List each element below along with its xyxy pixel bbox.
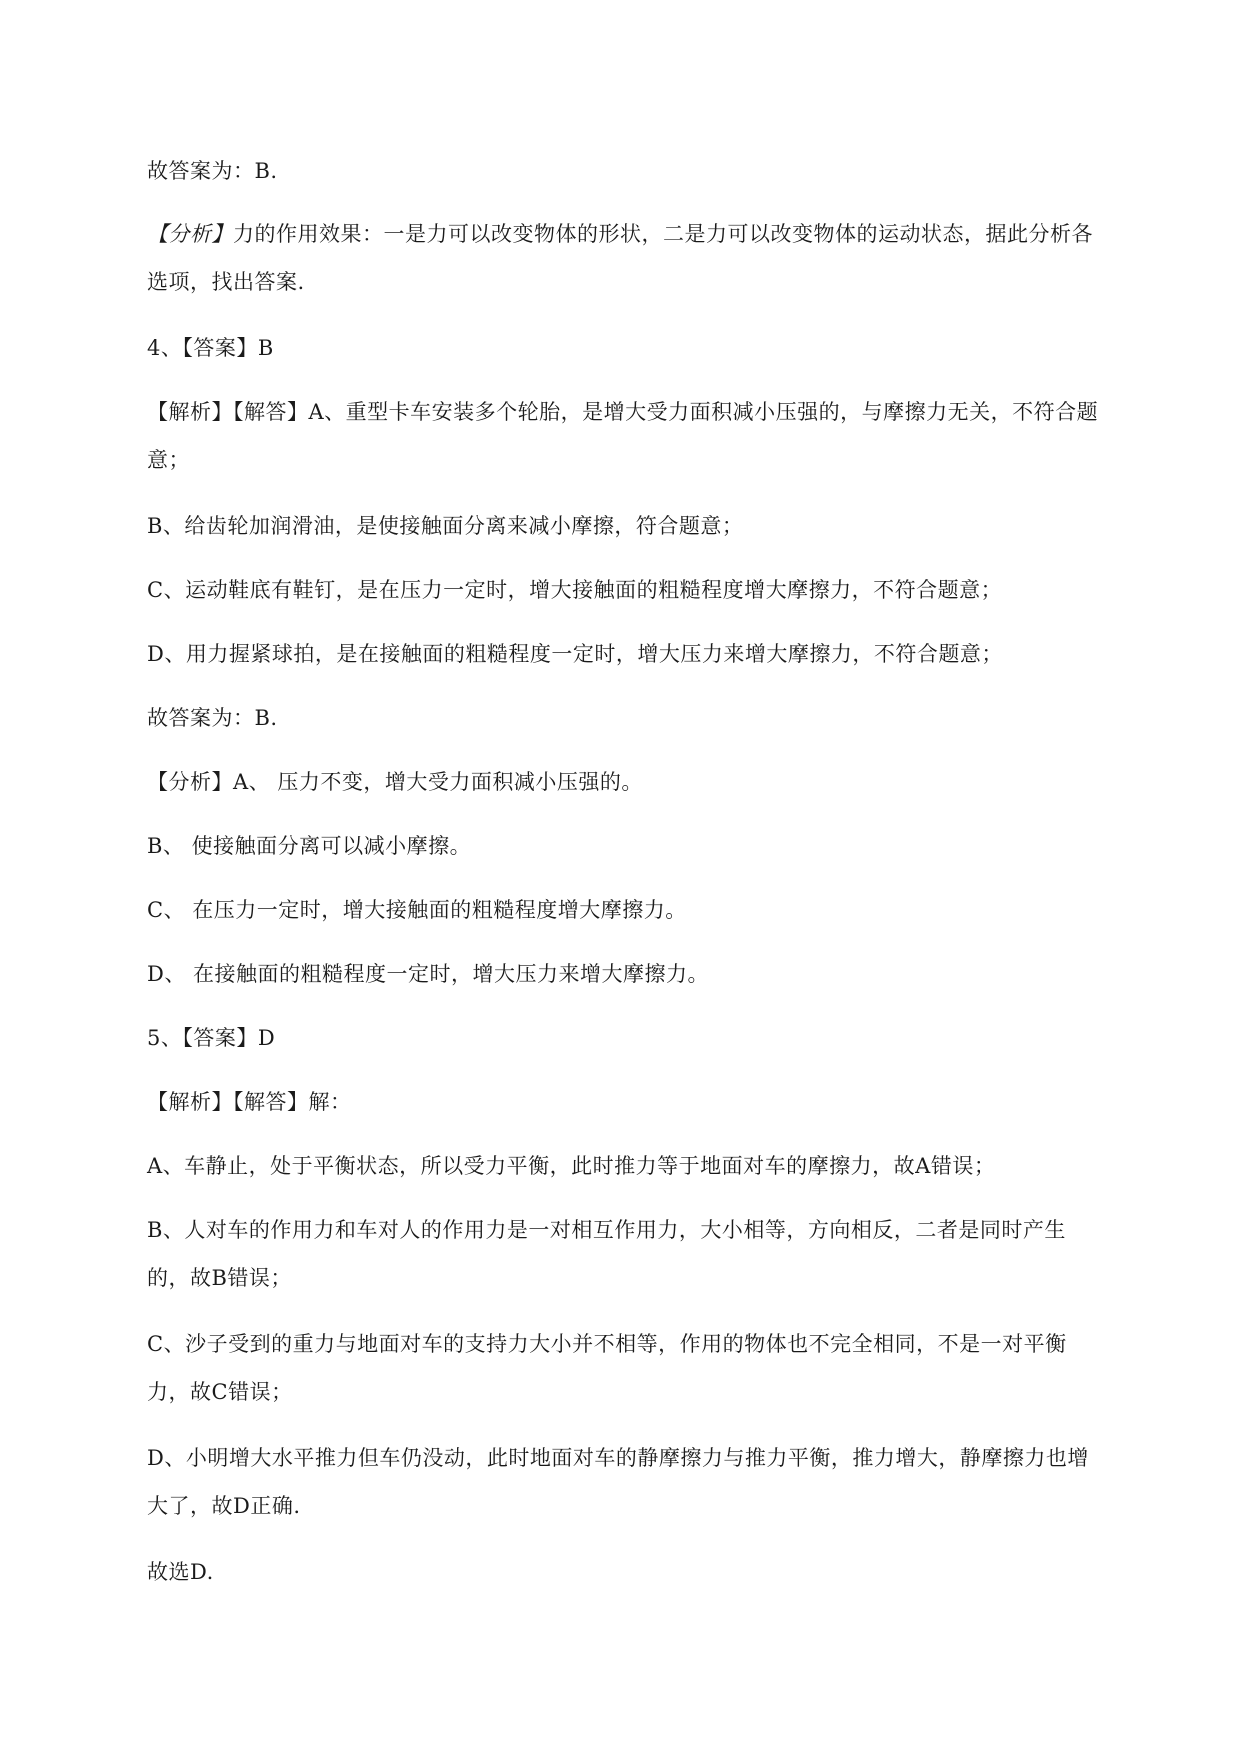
explanation-5-option-d [147,1434,1147,1530]
text-line: B、人对车的作用力和车对人的作用力是一对相互作用力，大小相等，方向相反，二者是同时产生 [147,1218,1066,1242]
text-line: 的，故B错误； [147,1266,292,1290]
analysis-4-d [147,950,1147,998]
text-line: 意； [147,448,190,472]
text-line: 【解析】【解答】解： [147,1090,352,1114]
analysis-3 [147,210,1147,306]
text-line: C、运动鞋底有鞋钉，是在压力一定时，增大接触面的粗糙程度增大摩擦力，不符合题意； [147,578,1003,602]
text-line: C、沙子受到的重力与地面对车的支持力大小并不相等，作用的物体也不完全相同，不是一对平衡 [147,1332,1067,1356]
analysis-4-a [147,758,1147,806]
analysis-4-b [147,822,1147,870]
text-line: 【解析】【解答】A、重型卡车安装多个轮胎，是增大受力面积减小压强的，与摩擦力无关，不符合题 [147,400,1099,424]
analysis-text: 力的作用效果：一是力可以改变物体的形状，二是力可以改变物体的运动状态，据此分析各 [233,222,1093,246]
text-line: D、用力握紧球拍，是在接触面的粗糙程度一定时，增大压力来增大摩擦力，不符合题意； [147,642,1003,666]
text-line: D、 在接触面的粗糙程度一定时，增大压力来增大摩擦力。 [147,962,710,986]
text-line: B、给齿轮加润滑油，是使接触面分离来减小摩擦，符合题意； [147,514,744,538]
text-line: B、 使接触面分离可以减小摩擦。 [147,834,472,858]
answer-heading-4 [147,324,1147,372]
explanation-5-intro [147,1078,1147,1126]
answer-conclusion-5 [147,1548,1147,1596]
text-line: 故答案为：B. [147,159,278,183]
answer-heading-5 [147,1014,1147,1062]
explanation-4-option-b [147,502,1147,550]
text-line: A、车静止，处于平衡状态，所以受力平衡，此时推力等于地面对车的摩擦力，故A错误； [147,1154,996,1178]
text-line: 大了，故D正确. [147,1494,301,1518]
text-line: 【分析】A、 压力不变，增大受力面积减小压强的。 [147,770,643,794]
explanation-4-option-d [147,630,1147,678]
text-line: 4、【答案】B [147,336,274,360]
text-line: 力，故C错误； [147,1380,293,1404]
explanation-5-option-b [147,1206,1147,1302]
analysis-tag: 【分析】 [147,222,233,246]
answer-conclusion-3 [147,147,1147,195]
explanation-5-option-a [147,1142,1147,1190]
explanation-5-option-c [147,1320,1147,1416]
text-line: D、小明增大水平推力但车仍没动，此时地面对车的静摩擦力与推力平衡，推力增大，静摩擦力也增 [147,1446,1089,1470]
text-line: C、 在压力一定时，增大接触面的粗糙程度增大摩擦力。 [147,898,687,922]
text-line [147,210,1147,258]
analysis-4-c [147,886,1147,934]
text-line: 选项，找出答案. [147,270,305,294]
answer-conclusion-4 [147,694,1147,742]
text-line: 故选D. [147,1560,214,1584]
explanation-4 [147,388,1147,484]
text-line: 5、【答案】D [147,1026,276,1050]
text-line: 故答案为：B. [147,706,278,730]
explanation-4-option-c [147,566,1147,614]
